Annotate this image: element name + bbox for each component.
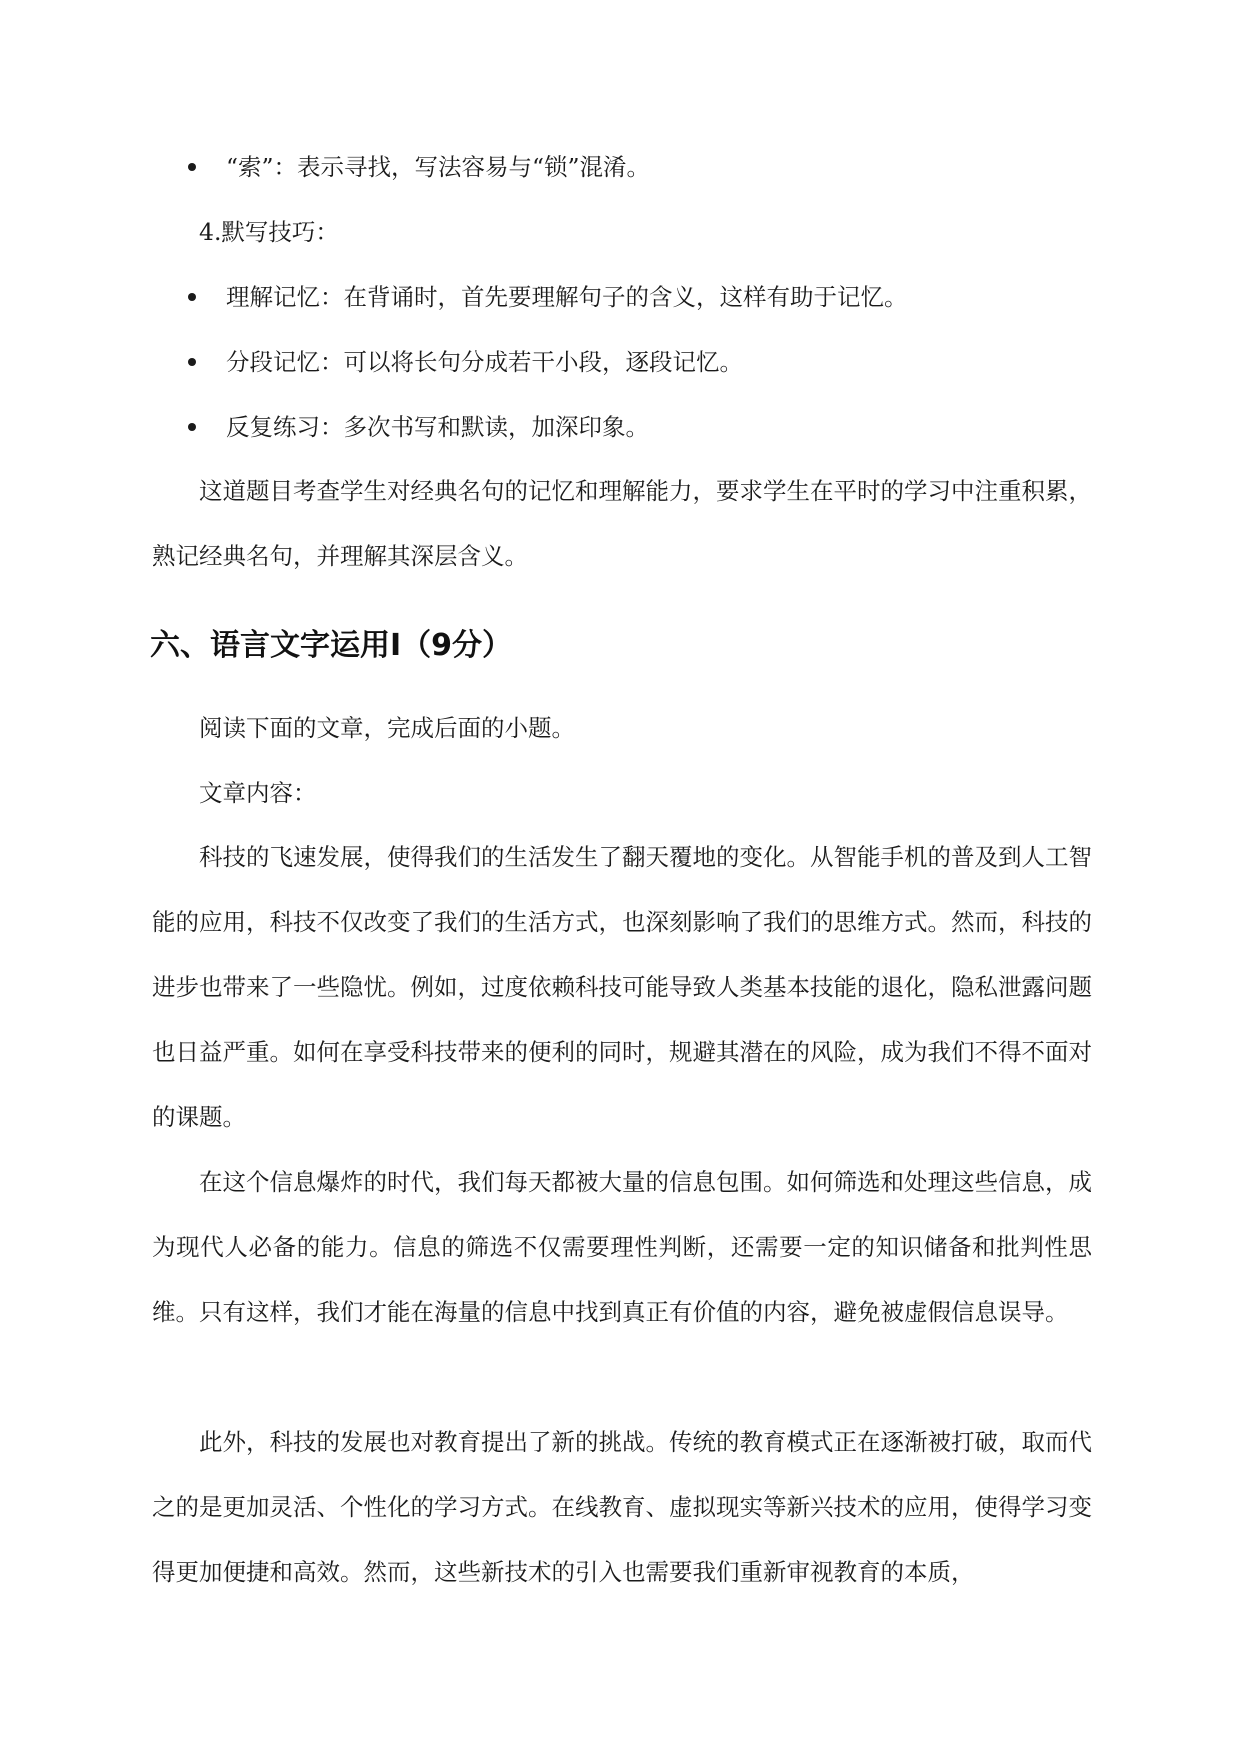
bullet-icon bbox=[188, 293, 196, 301]
bullet-icon bbox=[188, 423, 196, 431]
list-item-text: 理解记忆：在背诵时，首先要理解句子的含义，这样有助于记忆。 bbox=[226, 283, 908, 311]
summary-paragraph: 这道题目考查学生对经典名句的记忆和理解能力，要求学生在平时的学习中注重积累，熟记经典名句，并理解其深层含义。 bbox=[152, 477, 1092, 570]
list-item-text: 反复练习：多次书写和默读，加深印象。 bbox=[226, 413, 649, 441]
article-label: 文章内容： bbox=[199, 779, 317, 807]
article-paragraph: 此外，科技的发展也对教育提出了新的挑战。传统的教育模式正在逐渐被打破，取而代之的是更加灵活、个性化的学习方式。在线教育、虚拟现实等新兴技术的应用，使得学习变得更加便捷和高效。然而，这些新技术的引入也需要我们重新审视教育的本质， bbox=[152, 1428, 1092, 1586]
bullet-icon bbox=[188, 163, 196, 171]
list-item-text: 分段记忆：可以将长句分成若干小段，逐段记忆。 bbox=[226, 348, 743, 376]
list-item-text: “索”：表示寻找，写法容易与“锁”混淆。 bbox=[226, 153, 651, 181]
tips-title: 4.默写技巧： bbox=[199, 218, 339, 246]
instruction-text: 阅读下面的文章，完成后面的小题。 bbox=[199, 714, 575, 742]
section-heading: 六、语言文字运用Ⅰ（9分） bbox=[150, 628, 513, 663]
article-paragraph: 在这个信息爆炸的时代，我们每天都被大量的信息包围。如何筛选和处理这些信息，成为现代人必备的能力。信息的筛选不仅需要理性判断，还需要一定的知识储备和批判性思维。只有这样，我们才能在海量的信息中找到真正有价值的内容，避免被虚假信息误导。 bbox=[152, 1168, 1092, 1326]
bullet-icon bbox=[188, 358, 196, 366]
article-paragraph: 科技的飞速发展，使得我们的生活发生了翻天覆地的变化。从智能手机的普及到人工智能的应用，科技不仅改变了我们的生活方式，也深刻影响了我们的思维方式。然而，科技的进步也带来了一些隐忧。例如，过度依赖科技可能导致人类基本技能的退化，隐私泄露问题也日益严重。如何在享受科技带来的便利的同时，规避其潜在的风险，成为我们不得不面对的课题。 bbox=[152, 843, 1092, 1131]
